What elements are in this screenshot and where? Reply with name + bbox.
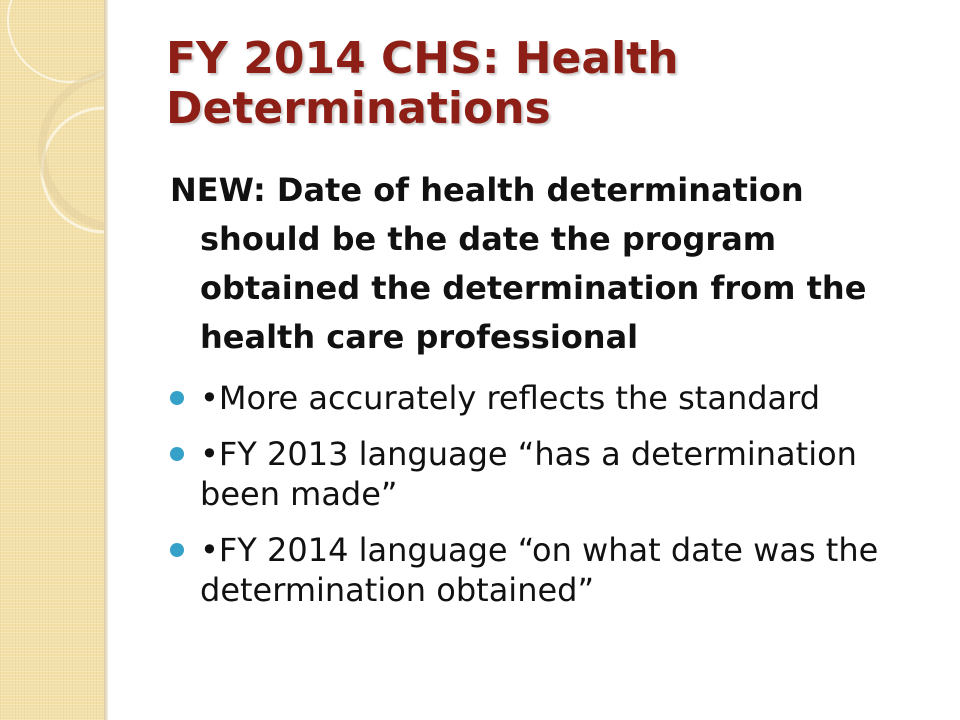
slide-title-line-2: Determinations bbox=[166, 83, 551, 134]
bullet-dot-icon bbox=[170, 447, 184, 461]
bullet-list bbox=[170, 378, 930, 610]
sidebar-divider bbox=[104, 0, 108, 720]
bullet-item bbox=[170, 434, 930, 514]
bullet-item bbox=[170, 530, 930, 610]
decorative-circles bbox=[0, 0, 104, 720]
bullet-text: •More accurately reflects the standard bbox=[200, 379, 821, 417]
bullet-text: •FY 2014 language “on what date was the determination obtained” bbox=[200, 531, 879, 609]
bullet-item bbox=[170, 378, 930, 418]
slide-body bbox=[170, 166, 930, 626]
bullet-dot-icon bbox=[170, 543, 184, 557]
decorative-sidebar bbox=[0, 0, 104, 720]
lead-paragraph: NEW: Date of health determination should be the date the program obtained the determination from the health care professional bbox=[170, 171, 867, 356]
slide-title-line-1: FY 2014 CHS: Health bbox=[166, 33, 679, 84]
bullet-dot-icon bbox=[170, 391, 184, 405]
bullet-text: •FY 2013 language “has a determination been made” bbox=[200, 435, 857, 513]
slide-title bbox=[166, 34, 926, 134]
